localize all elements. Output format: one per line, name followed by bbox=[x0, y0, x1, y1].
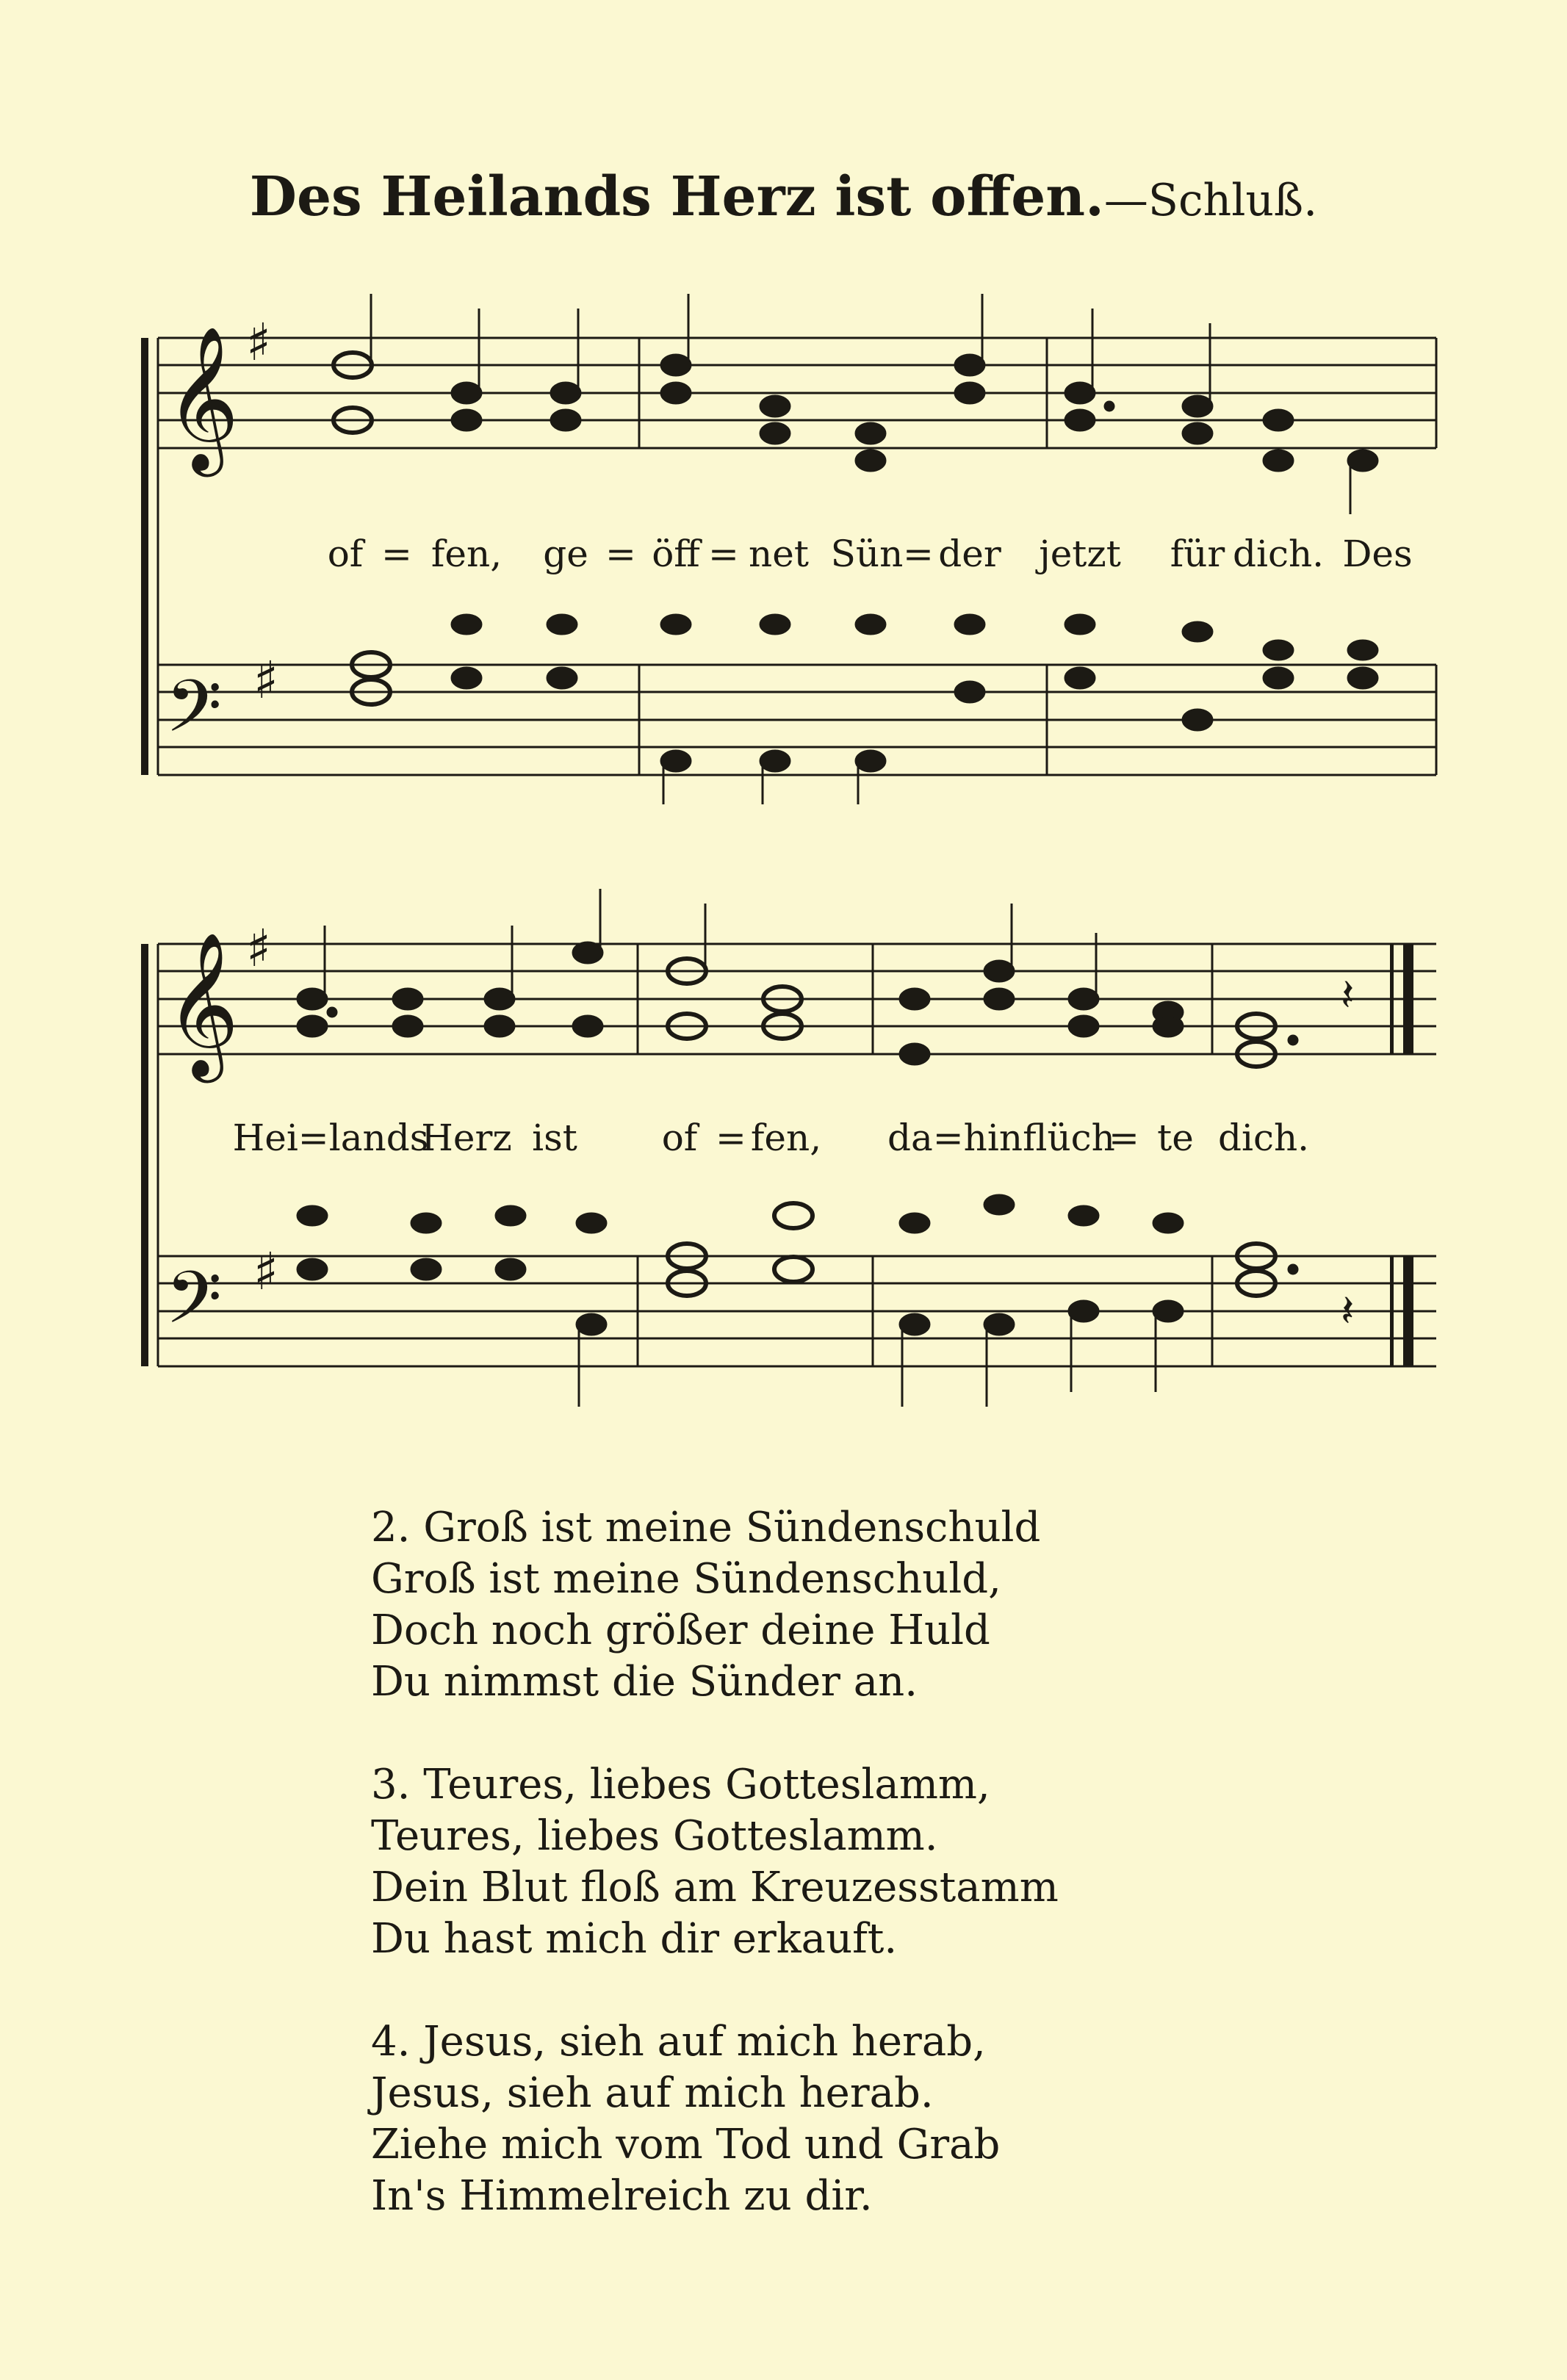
verse-line: Dein Blut floß am Kreuzesstamm bbox=[371, 1864, 1059, 1911]
lyric-syllable: der bbox=[938, 533, 1001, 575]
lyric-syllable: of bbox=[327, 533, 364, 575]
verse-line: Du hast mich dir erkauft. bbox=[371, 1915, 898, 1963]
verse-line: Jesus, sieh auf mich herab. bbox=[371, 2069, 934, 2117]
lyric-syllable: = bbox=[381, 533, 412, 575]
verse-line: Groß ist meine Sündenschuld, bbox=[371, 1555, 1001, 1603]
key-signature-sharp-icon: ♯ bbox=[246, 918, 271, 978]
lyric-syllable: dich. bbox=[1232, 533, 1325, 575]
lyric-syllable: = bbox=[708, 533, 739, 575]
hymn-title-sub: —Schluß. bbox=[1103, 175, 1318, 226]
lyric-syllable: ge bbox=[543, 533, 588, 575]
key-signature-sharp-icon: ♯ bbox=[253, 650, 278, 710]
treble-notes-2 bbox=[298, 889, 1297, 1067]
verse-line: In's Himmelreich zu dir. bbox=[371, 2172, 873, 2220]
verse-line: 2. Groß ist meine Sündenschuld bbox=[371, 1504, 1041, 1551]
lyric-syllable: für bbox=[1170, 533, 1225, 575]
bass-notes-2 bbox=[298, 1195, 1297, 1407]
lyric-syllable: flüch bbox=[1023, 1117, 1115, 1159]
lyric-syllable: Herz bbox=[421, 1117, 512, 1159]
lyric-syllable: öff bbox=[652, 533, 700, 575]
lyric-syllable: fen, bbox=[750, 1117, 822, 1159]
bass-clef-icon: 𝄢 bbox=[165, 665, 223, 767]
lyric-line-2 bbox=[0, 1117, 1567, 1161]
verse-line: 3. Teures, liebes Gotteslamm, bbox=[371, 1761, 990, 1809]
treble-clef-icon: 𝄞 bbox=[165, 325, 239, 471]
lyric-syllable: Des bbox=[1342, 533, 1413, 575]
lyric-syllable: = bbox=[605, 533, 636, 575]
verse-line: 4. Jesus, sieh auf mich herab, bbox=[371, 2018, 986, 2066]
treble-clef-icon: 𝄞 bbox=[165, 931, 239, 1077]
key-signature-sharp-icon: ♯ bbox=[246, 312, 271, 372]
lyric-syllable: jetzt bbox=[1039, 533, 1121, 575]
lyric-syllable: ist bbox=[532, 1117, 577, 1159]
verse-line: Ziehe mich vom Tod und Grab bbox=[371, 2121, 1001, 2168]
verse-line: Du nimmst die Sünder an. bbox=[371, 1658, 918, 1706]
hymn-title-main: Des Heilands Herz ist offen. bbox=[249, 165, 1104, 228]
lyric-syllable: te bbox=[1157, 1117, 1194, 1159]
lyric-syllable: fen, bbox=[431, 533, 502, 575]
quarter-rest-icon: 𝄽 bbox=[1341, 1285, 1355, 1337]
lyric-syllable: net bbox=[749, 533, 809, 575]
lyric-syllable: Sün bbox=[830, 533, 904, 575]
lyric-syllable: = bbox=[1109, 1117, 1139, 1159]
verse-2 bbox=[371, 1502, 1059, 1708]
quarter-rest-icon: 𝄽 bbox=[1341, 970, 1355, 1021]
lyric-syllable: = bbox=[903, 533, 934, 575]
bass-clef-icon: 𝄢 bbox=[165, 1256, 223, 1358]
key-signature-sharp-icon: ♯ bbox=[253, 1241, 278, 1302]
verse-line: Teures, liebes Gotteslamm. bbox=[371, 1812, 938, 1860]
lyric-syllable: = bbox=[716, 1117, 746, 1159]
verse-line: Doch noch größer deine Huld bbox=[371, 1606, 990, 1654]
verses bbox=[371, 1502, 1059, 2273]
verse-4 bbox=[371, 2016, 1059, 2222]
lyric-syllable: Hei=lands bbox=[232, 1117, 429, 1159]
lyric-syllable: da=hin bbox=[887, 1117, 1023, 1159]
verse-3 bbox=[371, 1759, 1059, 1965]
lyric-syllable: of bbox=[661, 1117, 698, 1159]
lyric-syllable: dich. bbox=[1217, 1117, 1310, 1159]
